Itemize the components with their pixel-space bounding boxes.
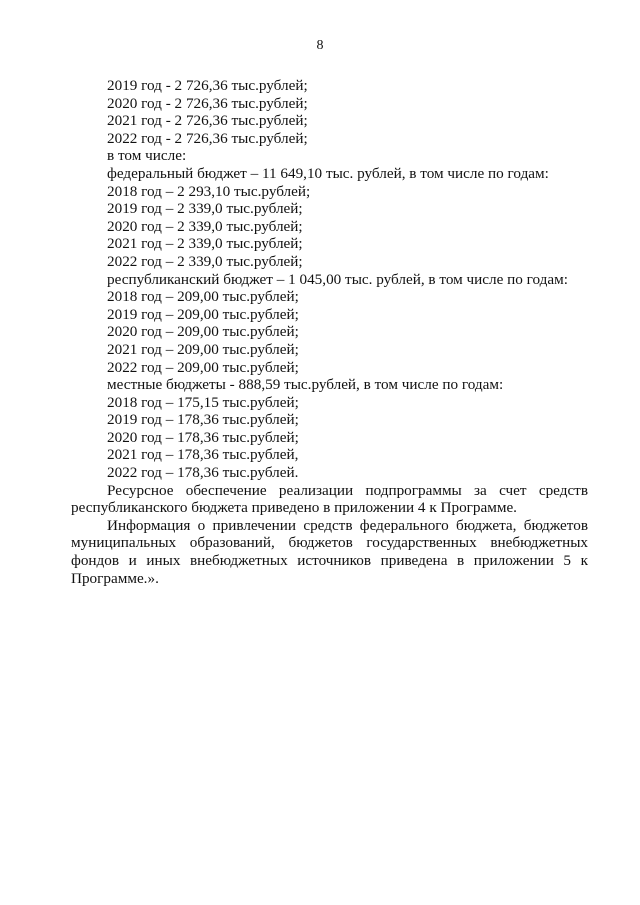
budget-line: 2018 год – 175,15 тыс.рублей; (107, 393, 299, 411)
budget-line: 2019 год – 209,00 тыс.рублей; (107, 305, 299, 323)
page-number: 8 (316, 38, 324, 53)
budget-line: 2020 год – 209,00 тыс.рублей; (107, 323, 299, 341)
budget-line: 2020 год – 178,36 тыс.рублей; (107, 428, 299, 446)
budget-line: местные бюджеты - 888,59 тыс.рублей, в том числе по годам: (107, 376, 504, 394)
budget-line: 2020 год - 2 726,36 тыс.рублей; (107, 94, 308, 112)
budget-line: 2022 год – 209,00 тыс.рублей; (107, 358, 299, 376)
document-body (71, 77, 588, 587)
budget-line: 2022 год - 2 726,36 тыс.рублей; (107, 129, 308, 147)
budget-line: 2020 год – 2 339,0 тыс.рублей; (107, 217, 303, 235)
budget-line: 2022 год – 178,36 тыс.рублей. (107, 464, 299, 482)
budget-line: 2022 год – 2 339,0 тыс.рублей; (107, 252, 303, 270)
budget-line: 2018 год – 2 293,10 тыс.рублей; (107, 182, 311, 200)
budget-line: 2021 год – 209,00 тыс.рублей; (107, 340, 299, 358)
budget-line: 2019 год – 2 339,0 тыс.рублей; (107, 200, 303, 218)
budget-line: в том числе: (107, 147, 187, 165)
budget-line: 2019 год – 178,36 тыс.рублей; (107, 411, 299, 429)
budget-line: 2021 год - 2 726,36 тыс.рублей; (107, 112, 308, 130)
budget-line: 2021 год – 178,36 тыс.рублей, (107, 446, 299, 464)
resource-paragraph: Ресурсное обеспечение реализации подпрограммы за счет средств республиканского бюджета приведено в приложении 4 к Программе. (71, 481, 588, 517)
budget-line: 2018 год – 209,00 тыс.рублей; (107, 288, 299, 306)
budget-line: республиканский бюджет – 1 045,00 тыс. рублей, в том числе по годам: (107, 270, 568, 288)
budget-line: федеральный бюджет – 11 649,10 тыс. рублей, в том числе по годам: (107, 164, 549, 182)
funding-info-paragraph: Информация о привлечении средств федерального бюджета, бюджетов муниципальных образований, бюджетов государственных внебюджетных фондов и иных внебюджетных источников приведена в приложении 5 к Программе.». (71, 516, 588, 587)
budget-line: 2021 год – 2 339,0 тыс.рублей; (107, 235, 303, 253)
budget-line: 2019 год - 2 726,36 тыс.рублей; (107, 77, 308, 94)
